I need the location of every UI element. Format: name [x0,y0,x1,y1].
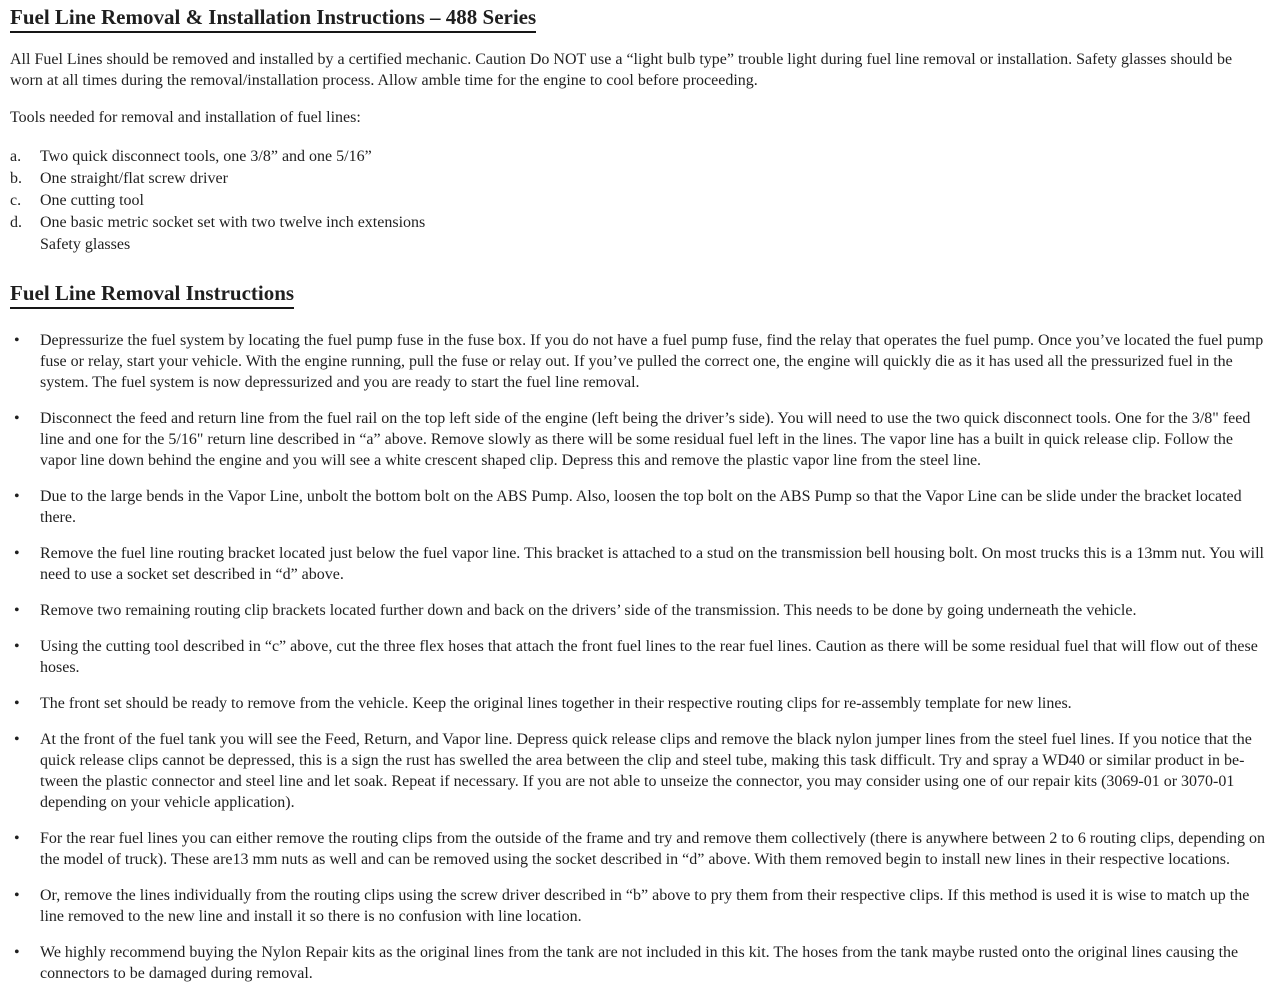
tool-item-text: Two quick disconnect tools, one 3/8” and one 5/16” [40,148,372,165]
bullet-icon: • [14,488,20,505]
bullet-icon: • [14,830,20,847]
removal-step-text: Or, remove the lines individually from the routing clips using the screw driver described in “b” above to pry them from their respective clips. If this method is used it is wise to match up the line removed to the new line and install it so there is no confusion with line location. [40,887,1250,925]
removal-step-text: Due to the large bends in the Vapor Line, unbolt the bottom bolt on the ABS Pump. Also, loosen the top bolt on the ABS Pump so that the Vapor Line can be slide under the bracket located there. [40,488,1242,526]
removal-step-text: Using the cutting tool described in “c” above, cut the three flex hoses that attach the front fuel lines to the rear fuel lines. Caution as there will be some residual fuel that will flow out of these hoses. [40,638,1258,676]
tool-item-d [10,212,1267,256]
bullet-icon: • [14,410,20,427]
bullet-icon: • [14,887,20,904]
removal-step [10,600,1267,621]
removal-steps-list [10,330,1267,984]
tool-item-text [40,212,1267,256]
bullet-icon: • [14,602,20,619]
tool-item-text-line1: One basic metric socket set with two twelve inch extensions [40,214,426,231]
tool-item-letter: b. [10,170,22,187]
tool-item-a [10,146,1267,168]
bullet-icon: • [14,332,20,349]
removal-step-text: The front set should be ready to remove from the vehicle. Keep the original lines together in their respective routing clips for re-assembly template for new lines. [40,695,1072,712]
section-heading: Fuel Line Removal Instructions [10,281,294,309]
tools-heading: Tools needed for removal and installation of fuel lines: [10,109,361,126]
tool-item-letter: c. [10,192,22,209]
document-title: Fuel Line Removal & Installation Instructions – 488 Series [10,5,536,33]
removal-step [10,330,1267,393]
removal-step [10,543,1267,585]
tools-list [10,146,1267,256]
removal-step [10,408,1267,471]
tool-item-letter: a. [10,148,22,165]
tool-item-c [10,190,1267,212]
tool-item-letter: d. [10,214,22,231]
bullet-icon: • [14,731,20,748]
bullet-icon: • [14,695,20,712]
removal-step-text: We highly recommend buying the Nylon Repair kits as the original lines from the tank are not included in this kit. The hoses from the tank maybe rusted onto the original lines causing the connectors to be damaged during removal. [40,944,1239,982]
removal-step [10,885,1267,927]
tool-item-text-line2: Safety glasses [40,236,131,253]
removal-step [10,636,1267,678]
removal-step [10,942,1267,984]
removal-step-text: For the rear fuel lines you can either remove the routing clips from the outside of the frame and try and remove them collectively (there is anywhere between 2 to 6 routing clips, depending on the model of truck). These are13 mm nuts as well and can be removed using the socket described in “d” above. With them removed begin to install new lines in their respective locations. [40,830,1265,868]
removal-step-text: Remove two remaining routing clip brackets located further down and back on the drivers’ side of the transmission. This needs to be done by going underneath the vehicle. [40,602,1137,619]
intro-paragraph: All Fuel Lines should be removed and installed by a certified mechanic. Caution Do NOT use a “light bulb type” trouble light during fuel line removal or installation. Safety glasses should be worn at all times during the removal/installation process. Allow amble time for the engine to cool before proceeding. [10,51,1233,89]
removal-step [10,693,1267,714]
removal-step [10,729,1267,813]
removal-step [10,486,1267,528]
removal-step-text: At the front of the fuel tank you will see the Feed, Return, and Vapor line. Depress quick release clips and remove the black nylon jumper lines from the steel fuel lines. If you notice that the quick release clips cannot be depressed, this is a sign the rust has swelled the area between the clip and steel tube, making this task difficult. Try and spray a WD40 or similar product in be-tween the plastic connector and steel line and let soak. Repeat if necessary. If you are not able to unseize the connector, you may consider using one of our repair kits (3069-01 or 3070-01 depending on your vehicle application). [40,731,1252,811]
tool-item-text: One straight/flat screw driver [40,170,228,187]
removal-step [10,828,1267,870]
removal-step-text: Depressurize the fuel system by locating the fuel pump fuse in the fuse box. If you do not have a fuel pump fuse, find the relay that operates the fuel pump. Once you’ve located the fuel pump fuse or relay, start your vehicle. With the engine running, pull the fuse or relay out. If you’ve pulled the correct one, the engine will quickly die as it has used all the pressurized fuel in the system. The fuel system is now depressurized and you are ready to start the fuel line removal. [40,332,1264,391]
removal-step-text: Remove the fuel line routing bracket located just below the fuel vapor line. This bracket is attached to a stud on the transmission bell housing bolt. On most trucks this is a 13mm nut. You will need to use a socket set described in “d” above. [40,545,1264,583]
bullet-icon: • [14,638,20,655]
tool-item-text: One cutting tool [40,192,144,209]
removal-step-text: Disconnect the feed and return line from the fuel rail on the top left side of the engine (left being the driver’s side). You will need to use the two quick disconnect tools. One for the 3/8" feed line and one for the 5/16" return line described in “a” above. Remove slowly as there will be some residual fuel left in the lines. The vapor line has a built in quick release clip. Follow the vapor line down behind the engine and you will see a white crescent shaped clip. Depress this and remove the plastic vapor line from the steel line. [40,410,1251,469]
tool-item-b [10,168,1267,190]
bullet-icon: • [14,944,20,961]
bullet-icon: • [14,545,20,562]
